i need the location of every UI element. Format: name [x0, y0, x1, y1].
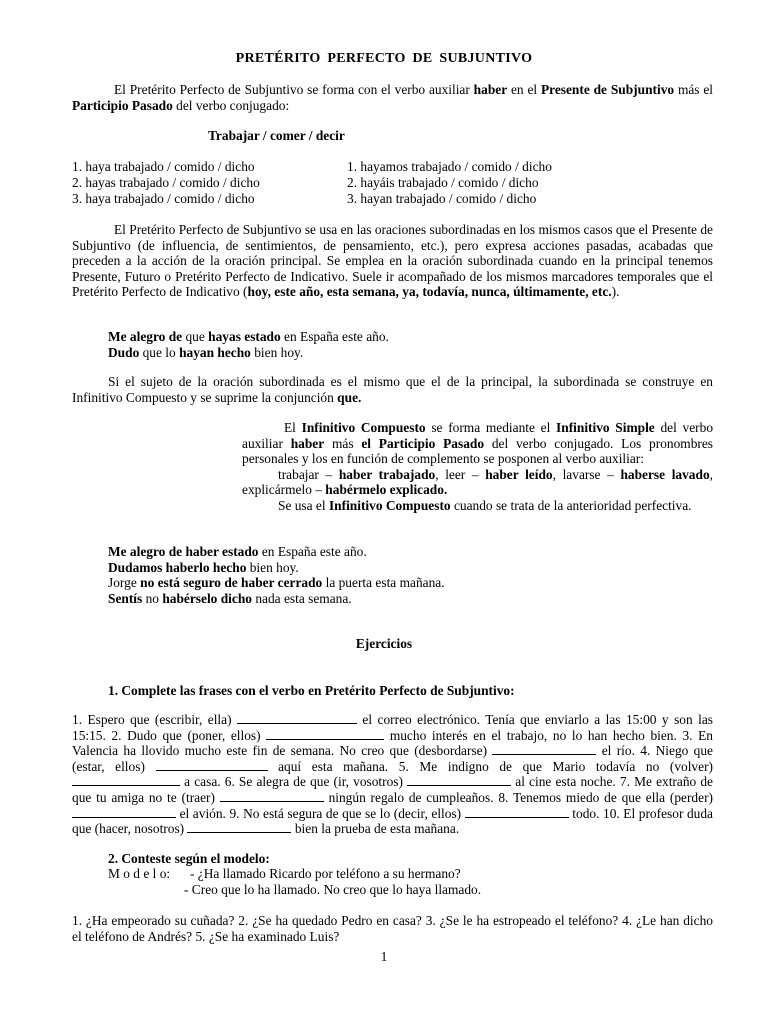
usage-paragraph: El Pretérito Perfecto de Subjuntivo se usa en las oraciones subordinadas en los mismos casos que el Presente de Subjuntivo (de influencia, de sentimientos, de pensamiento, etc.), pero expresa acciones pasadas, acabadas que preceden a la acción de la oración principal. Se emplea en la oración subordinada cuando en la principal tenemos Presente, Futuro o Pretérito Perfecto de Indicativo. Suele ir acompañado de los mismos marcadores temporales que el Pretérito Perfecto de Indicativo (hoy, este año, esta semana, ya, todavía, nunca, últimamente, etc.).	[72, 222, 713, 300]
answer-blank[interactable]	[72, 806, 176, 818]
answer-blank[interactable]	[156, 759, 268, 771]
example-sentence: Me alegro de que hayas estado en España este año.	[108, 329, 389, 344]
exercise-1-text: 1. Espero que (escribir, ella) el correo electrónico. Tenía que enviarlo a las 15:00 y son las 15:15. 2. Dudo que (poner, ellos) mucho interés en el trabajo, no lo han hecho bien. 3. En Valencia ha llovido mucho este fin de semana. No creo que (desbordarse) el río. 4. Niego que (estar, ellos) aquí esta mañana. 5. Me indigno de que Mario todavía no (volver) a casa. 6. Se alegra de que (ir, vosotros) al cine esta noche. 7. Me extraño de que tu amiga no te (traer) ningún regalo de cumpleaños. 8. Tenemos miedo de que ella (perder) el avión. 9. No está segura de que se lo (decir, ellos) todo. 10. El profesor duda que (hacer, nosotros) bien la prueba de esta mañana.	[72, 712, 714, 837]
infinitive-usage: Se usa el Infinitivo Compuesto cuando se trata de la anterioridad perfectiva.	[278, 497, 692, 513]
example-sentences-2	[108, 544, 445, 606]
answer-blank[interactable]	[407, 774, 511, 786]
conjugation-line: 3. hayan trabajado / comido / dicho	[347, 191, 537, 206]
conjugation-plural	[347, 159, 647, 207]
answer-blank[interactable]	[266, 728, 384, 740]
example-sentence: Dudo que lo hayan hecho bien hoy.	[108, 344, 304, 360]
example-sentence: Dudamos haberlo hecho bien hoy.	[108, 559, 299, 575]
answer-blank[interactable]	[187, 821, 291, 833]
example-sentences-1	[108, 329, 389, 360]
intro-paragraph: El Pretérito Perfecto de Subjuntivo se forma con el verbo auxiliar haber en el Presente de Subjuntivo más el Participio Pasado del verbo conjugado:	[72, 82, 714, 113]
infinitive-definition: El Infinitivo Compuesto se forma mediante el Infinitivo Simple del verbo auxiliar haber más el Participio Pasado del verbo conjugado. Los pronombres personales y los en función de complemento se posponen al verbo auxiliar:	[242, 420, 714, 467]
conjugation-singular	[72, 159, 372, 207]
model-label: M o d e l o:	[108, 866, 171, 881]
exercises-heading: Ejercicios	[355, 636, 413, 651]
conjugation-line: 3. haya trabajado / comido / dicho	[72, 191, 255, 206]
answer-blank[interactable]	[237, 712, 357, 724]
answer-blank[interactable]	[492, 743, 596, 755]
verbs-heading: Trabajar / comer / decir	[208, 128, 345, 143]
subject-rule-paragraph: Si el sujeto de la oración subordinada es el mismo que el de la principal, la subordinada se construye en Infinitivo Compuesto y se suprime la conjunción que.	[72, 374, 713, 405]
conjugation-line: 2. hayas trabajado / comido / dicho	[72, 175, 260, 190]
conjugation-line: 2. hayáis trabajado / comido / dicho	[347, 175, 539, 190]
exercise-2-heading: 2. Conteste según el modelo:	[108, 851, 270, 866]
conjugation-line: 1. haya trabajado / comido / dicho	[72, 159, 255, 174]
infinitive-box	[242, 420, 713, 514]
model-question: - ¿Ha llamado Ricardo por teléfono a su hermano?	[190, 866, 461, 881]
conjugation-line: 1. hayamos trabajado / comido / dicho	[347, 159, 552, 174]
infinitive-examples: trabajar – haber trabajado, leer – haber leído, lavarse – haberse lavado, explicármelo – habérmelo explicado.	[242, 466, 713, 498]
example-sentence: Me alegro de haber estado en España este año.	[108, 544, 367, 559]
document-title: PRETÉRITO PERFECTO DE SUBJUNTIVO	[235, 51, 533, 66]
answer-blank[interactable]	[220, 790, 324, 802]
model-answer: - Creo que lo ha llamado. No creo que lo haya llamado.	[184, 882, 482, 897]
answer-blank[interactable]	[72, 774, 180, 786]
example-sentence: Jorge no está seguro de haber cerrado la puerta esta mañana.	[108, 575, 445, 591]
page-number: 1	[380, 949, 388, 964]
answer-blank[interactable]	[465, 806, 569, 818]
exercise-1-heading: 1. Complete las frases con el verbo en Pretérito Perfecto de Subjuntivo:	[108, 683, 515, 698]
example-sentence: Sentís no habérselo dicho nada esta semana.	[108, 590, 352, 606]
exercise-2-questions: 1. ¿Ha empeorado su cuñada? 2. ¿Se ha quedado Pedro en casa? 3. ¿Se le ha estropeado el teléfono? 4. ¿Le han dicho el teléfono de Andrés? 5. ¿Se ha examinado Luis?	[72, 913, 713, 944]
